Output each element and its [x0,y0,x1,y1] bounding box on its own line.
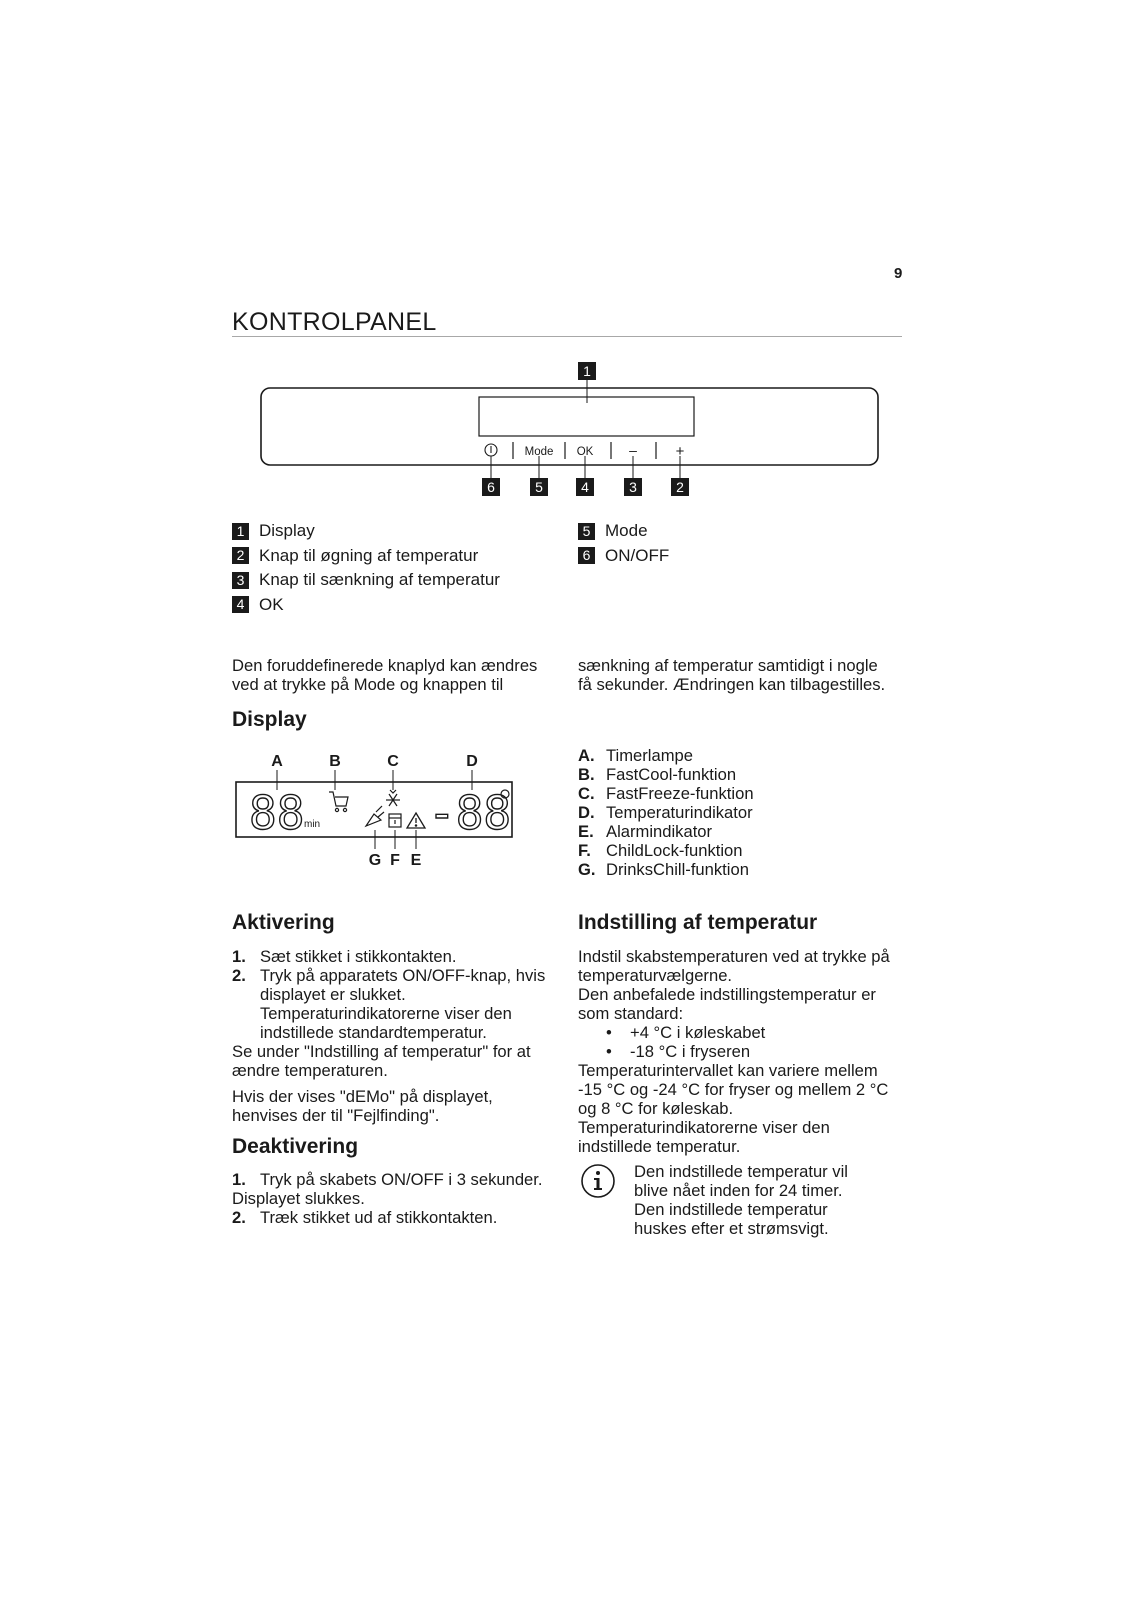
mode-button-label: Mode [524,446,554,458]
minus-button-label: – [629,442,637,458]
text-line: som standard: [578,1004,684,1023]
fastcool-icon [329,792,348,812]
legend-number: 4 [232,596,249,613]
list-label: FastFreeze-funktion [606,784,754,803]
step-text: Træk stikket ud af stikkontakten. [260,1208,498,1227]
alarm-icon [407,813,425,828]
text-line: displayet er slukket. [260,985,406,1004]
legend-number: 6 [578,547,595,564]
list-label: Timerlampe [606,746,693,765]
legend-label: Knap til sænkning af temperatur [259,570,500,589]
list-label: FastCool-funktion [606,765,737,784]
legend-label: Display [259,521,315,540]
text-line: Displayet slukkes. [232,1189,365,1208]
text-line: Den indstillede temperatur [634,1200,828,1219]
lcd-min-label: min [304,819,321,830]
text-line: få sekunder. Ændringen kan tilbagestilles. [578,675,886,694]
text-line: Den indstillede temperatur vil [634,1162,848,1181]
info-note [578,1162,908,1238]
list-label: Alarmindikator [606,822,713,841]
list-item [578,746,754,765]
ok-button-label: OK [576,446,594,458]
list-item [606,1023,913,1042]
text-line: huskes efter et strømsvigt. [634,1219,829,1238]
text-line: Se under "Indstilling af temperatur" for at [232,1042,531,1061]
list-key: F. [578,841,591,860]
list-item [578,803,754,822]
list-item [232,947,562,966]
text-line: og 8 °C for køleskab. [578,1099,734,1118]
bullet-text: -18 °C i fryseren [630,1042,751,1061]
list-label: DrinksChill-funktion [606,860,749,879]
legend-number: 5 [578,523,595,540]
list-key: G. [578,860,596,879]
display-letter-a: A [271,753,283,770]
legend-label: Mode [605,521,648,540]
bullet: • [606,1042,612,1061]
text-line: Temperaturindikatorerne viser den [578,1118,830,1137]
list-key: A. [578,746,595,765]
indstilling-section [578,947,913,1156]
step-number: 1. [232,947,246,966]
text-line: Den foruddefinerede knaplyd kan ændres [232,656,538,675]
bullet-text: +4 °C i køleskabet [630,1023,766,1042]
demo-note [232,1087,562,1125]
list-key: B. [578,765,595,784]
step-number: 2. [232,966,246,985]
display-letter-d: D [466,753,478,770]
callout-2: 2 [676,479,684,495]
display-letter-e: E [410,852,422,869]
list-item [578,784,754,803]
deaktivering-heading: Deaktivering [232,1135,359,1158]
plus-button-label: + [675,443,685,460]
list-label: ChildLock-funktion [606,841,743,860]
lcd-timer-digits: 88 [249,786,305,840]
step-text: Sæt stikket i stikkontakten. [260,947,457,966]
callout-4: 4 [581,479,589,495]
list-item [606,1042,913,1061]
step-number: 1. [232,1170,246,1189]
text-line: Den anbefalede indstillingstemperatur er [578,985,876,1004]
list-item [578,841,754,860]
lcd-temp-digits: -88 [428,786,512,840]
text-line: Hvis der vises "dEMo" på displayet, [232,1087,493,1106]
drinkschill-icon [366,806,384,826]
legend-label: ON/OFF [605,545,670,565]
text-line: Temperaturindikatorerne viser den [260,1004,512,1023]
text-line: blive nået inden for 24 timer. [634,1181,843,1200]
display-letter-b: B [329,753,341,770]
page-number: 9 [894,265,903,282]
display-legend [578,746,754,879]
childlock-icon [389,814,401,827]
aktivering-heading: Aktivering [232,911,335,934]
list-item [232,1170,562,1189]
section-title: KONTROLPANEL [232,308,437,336]
indstilling-heading: Indstilling af temperatur [578,911,818,934]
legend-label: OK [259,594,284,614]
callout-3: 3 [629,479,637,495]
display-letter-g: G [368,852,382,869]
step-text [260,966,545,1042]
text-line: henvises der til "Fejlfinding". [232,1106,440,1125]
callout-1: 1 [583,363,591,379]
text-line: Temperaturintervallet kan variere mellem [578,1061,878,1080]
list-key: D. [578,803,595,822]
text-line: -15 °C og -24 °C for fryser og mellem 2 °C [578,1080,889,1099]
callout-6: 6 [487,479,495,495]
legend-label: Knap til øgning af temperatur [259,545,479,565]
list-item [232,1208,562,1227]
list-key: C. [578,784,595,803]
fastfreeze-icon [386,790,400,806]
text-line: indstillede temperatur. [578,1137,741,1156]
list-item [578,822,754,841]
step-text: Tryk på skabets ON/OFF i 3 sekunder. [260,1170,543,1189]
list-item [232,966,562,1042]
text-line: sænkning af temperatur samtidigt i nogle [578,656,878,675]
bullet: • [606,1023,612,1042]
deaktivering-section [232,1170,562,1227]
text-line: ved at trykke på Mode og knappen til [232,675,504,694]
step-number: 2. [232,1208,246,1227]
display-heading: Display [232,708,307,731]
text-line: temperaturvælgerne. [578,966,733,985]
text-line: Tryk på apparatets ON/OFF-knap, hvis [260,966,546,985]
legend-number: 3 [232,572,249,589]
list-item [578,860,754,879]
list-item [578,765,754,784]
display-letter-c: C [387,753,399,770]
text-line: Indstil skabstemperaturen ved at trykke på [578,947,890,966]
legend-number: 1 [232,523,249,540]
display-letter-f: F [390,852,400,869]
legend-number: 2 [232,547,249,564]
callout-5: 5 [535,479,543,495]
list-label: Temperaturindikator [606,803,753,822]
text-line: ændre temperaturen. [232,1061,388,1080]
list-key: E. [578,822,594,841]
text-line: indstillede standardtemperatur. [260,1023,487,1042]
aktivering-section [232,947,562,1125]
info-text [634,1162,848,1238]
